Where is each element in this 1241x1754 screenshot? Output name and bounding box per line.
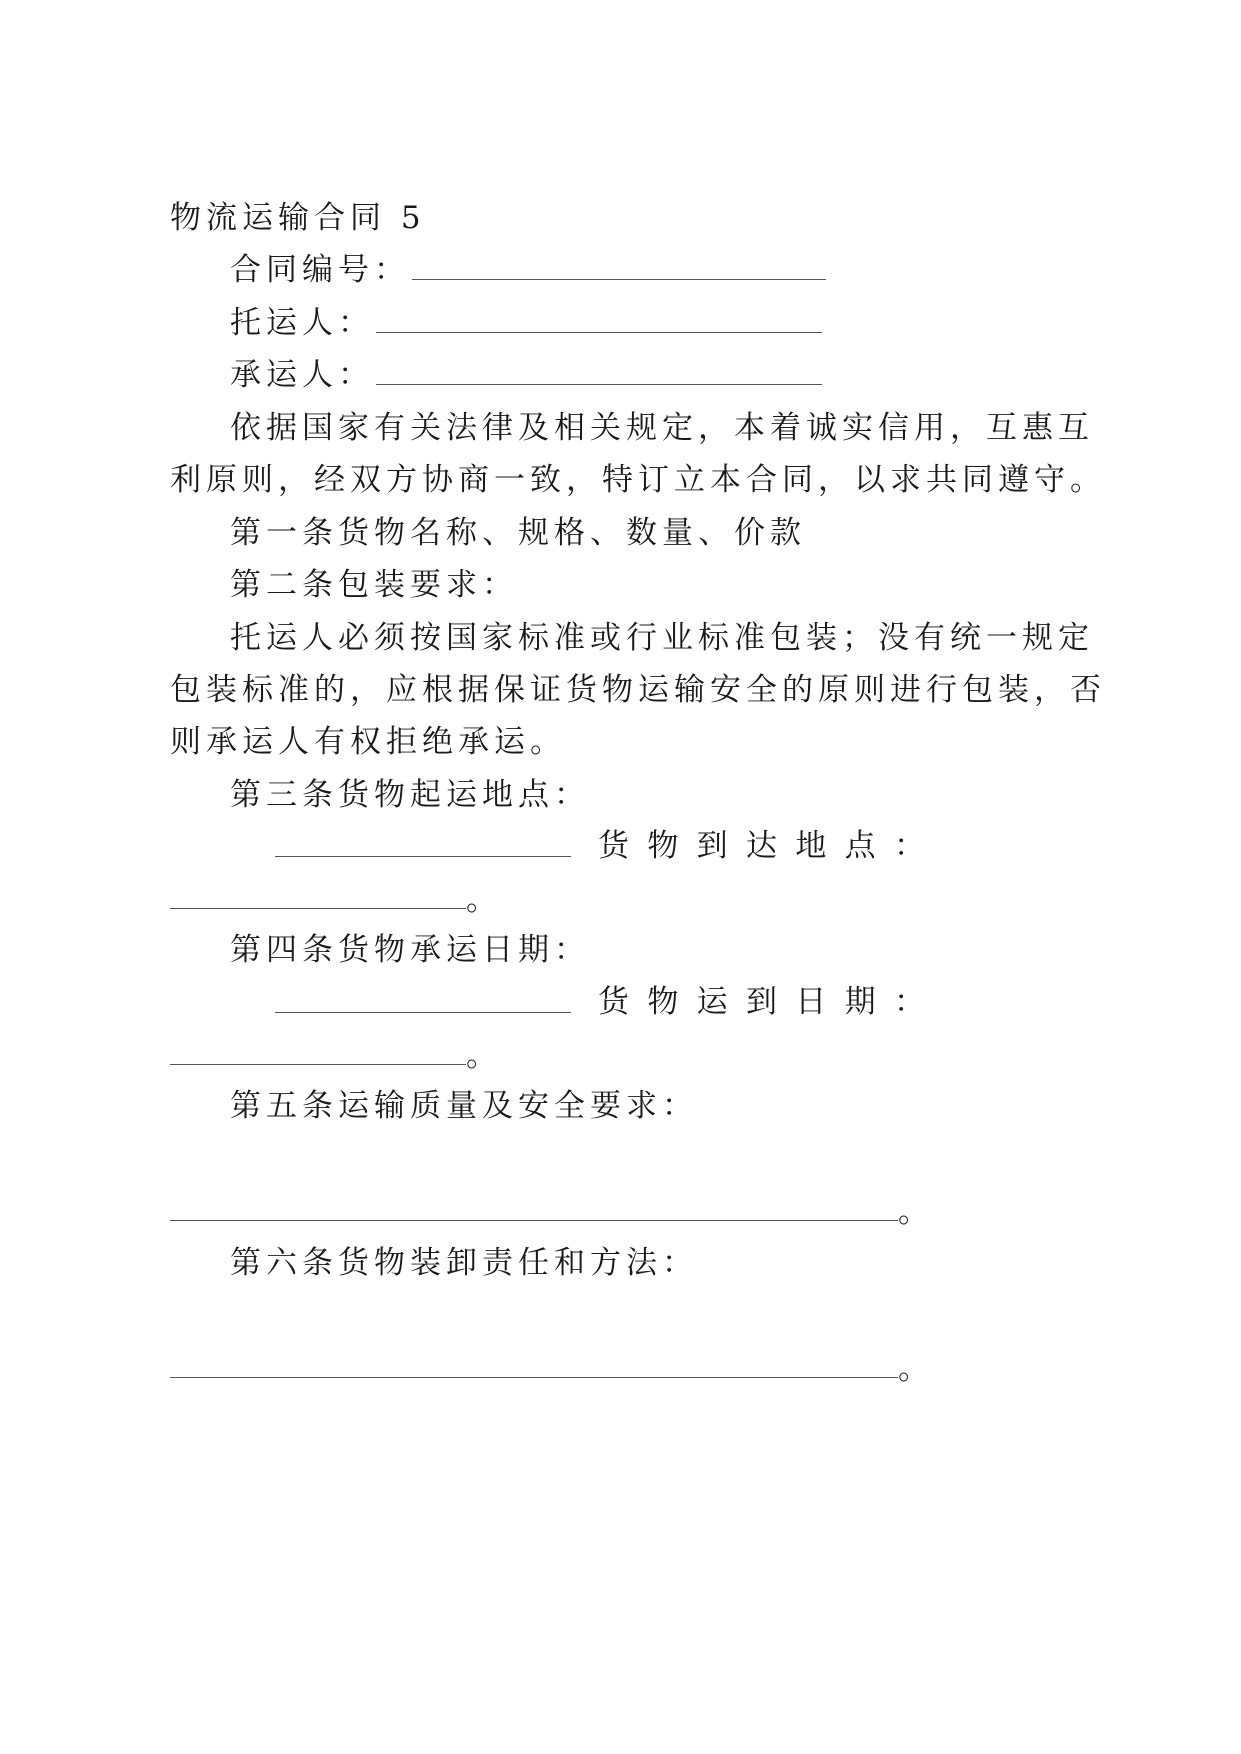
contract-number-row [230,250,826,290]
article-2-text-3: 则承运人有权拒绝承运。 [170,724,566,760]
destination-label: 货 物 到 达 地 点 ： [598,828,925,864]
contract-number-blank[interactable] [412,253,826,280]
shipper-row [230,303,822,343]
ship-date-blank[interactable] [275,1012,571,1013]
origin-blank[interactable] [275,856,571,857]
article-6-period: 。 [898,1351,929,1387]
carrier-label: 承运人： [230,357,374,393]
carrier-blank[interactable] [376,358,822,385]
article-1-heading: 第一条货物名称、规格、数量、价款 [230,515,806,551]
article-4-heading: 第四条货物承运日期： [230,932,590,968]
arrival-date-period: 。 [466,1038,497,1074]
article-6-heading: 第六条货物装卸责任和方法： [230,1245,698,1281]
article-6-blank[interactable] [170,1377,898,1378]
document-title: 物流运输合同 5 [170,200,426,236]
shipper-label: 托运人： [230,305,374,341]
arrival-date-blank[interactable] [170,1064,466,1065]
shipper-blank[interactable] [376,306,822,333]
article-3-heading: 第三条货物起运地点： [230,777,590,813]
contract-number-label: 合同编号： [230,252,410,288]
destination-blank[interactable] [170,908,466,909]
destination-period: 。 [466,882,497,918]
intro-line-1: 依据国家有关法律及相关规定，本着诚实信用，互惠互 [230,410,1094,446]
intro-line-2: 利原则，经双方协商一致，特订立本合同，以求共同遵守。 [170,462,1106,498]
article-2-text-2: 包装标准的，应根据保证货物运输安全的原则进行包装，否 [170,672,1106,708]
article-5-period: 。 [898,1194,929,1230]
arrival-date-label: 货 物 运 到 日 期 ： [598,984,925,1020]
article-2-heading: 第二条包装要求： [230,567,518,603]
article-5-heading: 第五条运输质量及安全要求： [230,1088,698,1124]
carrier-row [230,355,822,395]
article-5-blank[interactable] [170,1220,898,1221]
article-2-text-1: 托运人必须按国家标准或行业标准包装；没有统一规定 [230,620,1094,656]
